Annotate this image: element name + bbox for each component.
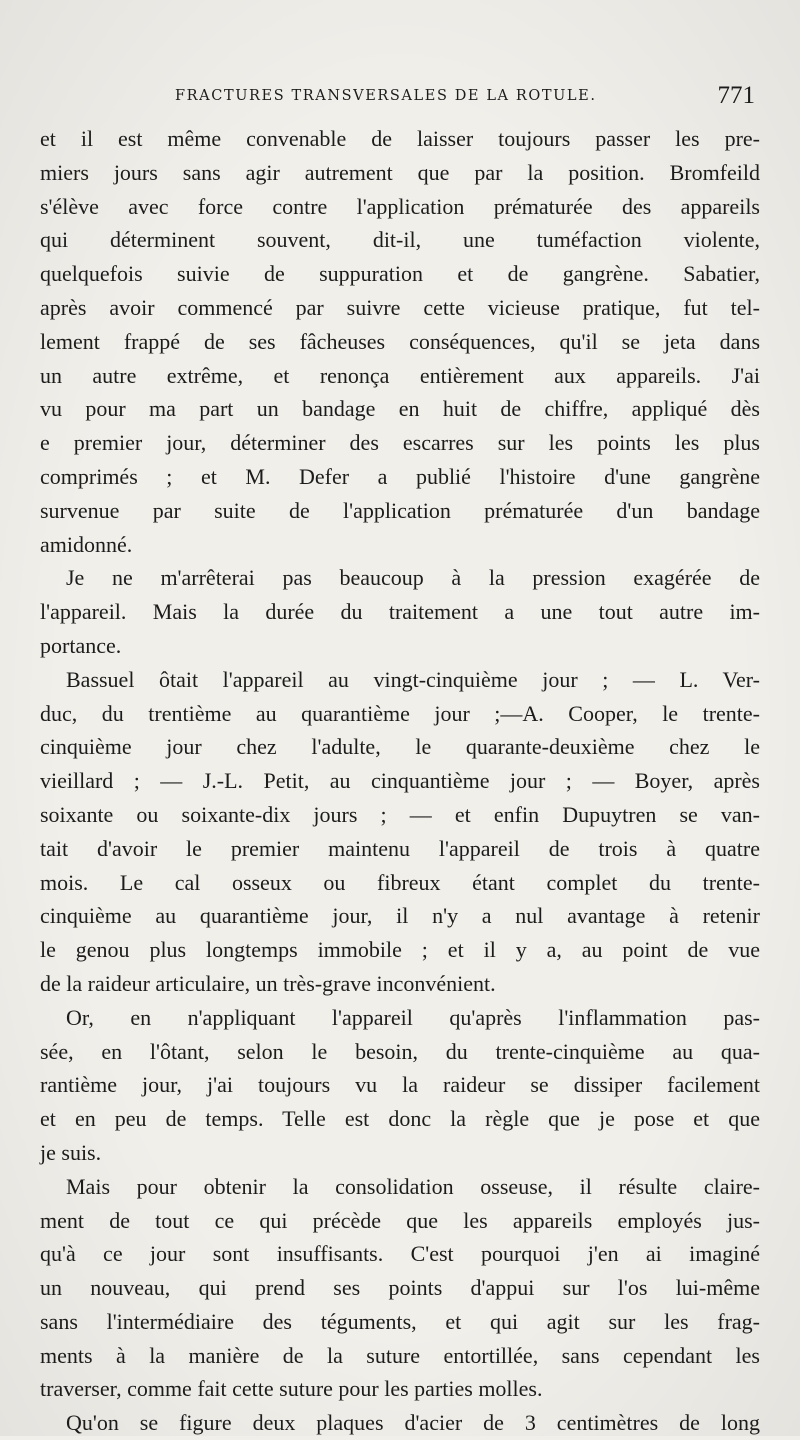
running-title: FRACTURES TRANSVERSALES DE LA ROTULE. — [175, 88, 597, 104]
text-line: lement frappé de ses fâcheuses conséquences, qu'il se jeta dans — [40, 328, 760, 354]
page-header — [40, 82, 765, 112]
paragraph — [40, 1406, 760, 1440]
text-line: cinquième jour chez l'adulte, le quarante-deuxième chez le — [40, 734, 760, 760]
text-line: amidonné. — [40, 531, 133, 557]
text-line: sée, en l'ôtant, selon le besoin, du trente-cinquième au qua- — [40, 1038, 760, 1064]
text-line: le genou plus longtemps immobile ; et il y a, au point de vue — [40, 937, 760, 963]
paragraph — [40, 122, 760, 561]
text-line: soixante ou soixante-dix jours ; — et enfin Dupuytren se van- — [40, 801, 760, 827]
paragraph — [40, 1001, 760, 1170]
text-line: e premier jour, déterminer des escarres sur les points les plus — [40, 430, 760, 456]
text-line: comprimés ; et M. Defer a publié l'histoire d'une gangrène — [40, 463, 760, 489]
text-line: Qu'on se figure deux plaques d'acier de 3 centimètres de long — [66, 1410, 760, 1436]
text-line: vu pour ma part un bandage en huit de chiffre, appliqué dès — [40, 396, 760, 422]
text-line: duc, du trentième au quarantième jour ;—A. Cooper, le trente- — [40, 700, 760, 726]
text-line: s'élève avec force contre l'application prématurée des appareils — [40, 193, 760, 219]
text-line: Bassuel ôtait l'appareil au vingt-cinquième jour ; — L. Ver- — [66, 666, 760, 692]
text-line: traverser, comme fait cette suture pour les parties molles. — [40, 1376, 543, 1402]
text-line: qu'à ce jour sont insuffisants. C'est pourquoi j'en ai imaginé — [40, 1241, 760, 1267]
text-line: rantième jour, j'ai toujours vu la raideur se dissiper facilement — [40, 1072, 760, 1098]
body-text — [40, 122, 760, 1440]
text-line: sans l'intermédiaire des téguments, et qui agit sur les frag- — [40, 1308, 760, 1334]
text-line: l'appareil. Mais la durée du traitement a une tout autre im- — [40, 599, 760, 625]
text-line: ment de tout ce qui précède que les appareils employés jus- — [40, 1207, 760, 1233]
text-line: et en peu de temps. Telle est donc la règle que je pose et que — [40, 1106, 760, 1132]
text-line: Or, en n'appliquant l'appareil qu'après l'inflammation pas- — [66, 1004, 760, 1030]
page-number: 771 — [717, 82, 755, 109]
text-line: vieillard ; — J.-L. Petit, au cinquantième jour ; — Boyer, après — [40, 768, 760, 794]
text-line: après avoir commencé par suivre cette vicieuse pratique, fut tel- — [40, 294, 760, 320]
text-line: Je ne m'arrêterai pas beaucoup à la pression exagérée de — [66, 565, 760, 591]
text-line: cinquième au quarantième jour, il n'y a nul avantage à retenir — [40, 903, 760, 929]
text-line: quelquefois suivie de suppuration et de gangrène. Sabatier, — [40, 261, 760, 287]
text-line: portance. — [40, 632, 122, 658]
text-line: un autre extrême, et renonça entièrement aux appareils. J'ai — [40, 362, 760, 388]
paragraph — [40, 663, 760, 1001]
text-line: ments à la manière de la suture entortillée, sans cependant les — [40, 1342, 760, 1368]
text-line: je suis. — [40, 1139, 102, 1165]
text-line: tait d'avoir le premier maintenu l'appareil de trois à quatre — [40, 835, 760, 861]
text-line: miers jours sans agir autrement que par la position. Bromfeild — [40, 159, 760, 185]
text-line: survenue par suite de l'application prématurée d'un bandage — [40, 497, 760, 523]
text-line: Mais pour obtenir la consolidation osseuse, il résulte claire- — [66, 1173, 760, 1199]
text-line: un nouveau, qui prend ses points d'appui sur l'os lui-même — [40, 1275, 760, 1301]
text-line: qui déterminent souvent, dit-il, une tuméfaction violente, — [40, 227, 760, 253]
paragraph — [40, 1170, 760, 1407]
text-line: et il est même convenable de laisser toujours passer les pre- — [40, 126, 760, 151]
text-line: de la raideur articulaire, un très-grave inconvénient. — [40, 970, 496, 996]
text-line: mois. Le cal osseux ou fibreux étant complet du trente- — [40, 869, 760, 895]
paragraph — [40, 561, 760, 662]
